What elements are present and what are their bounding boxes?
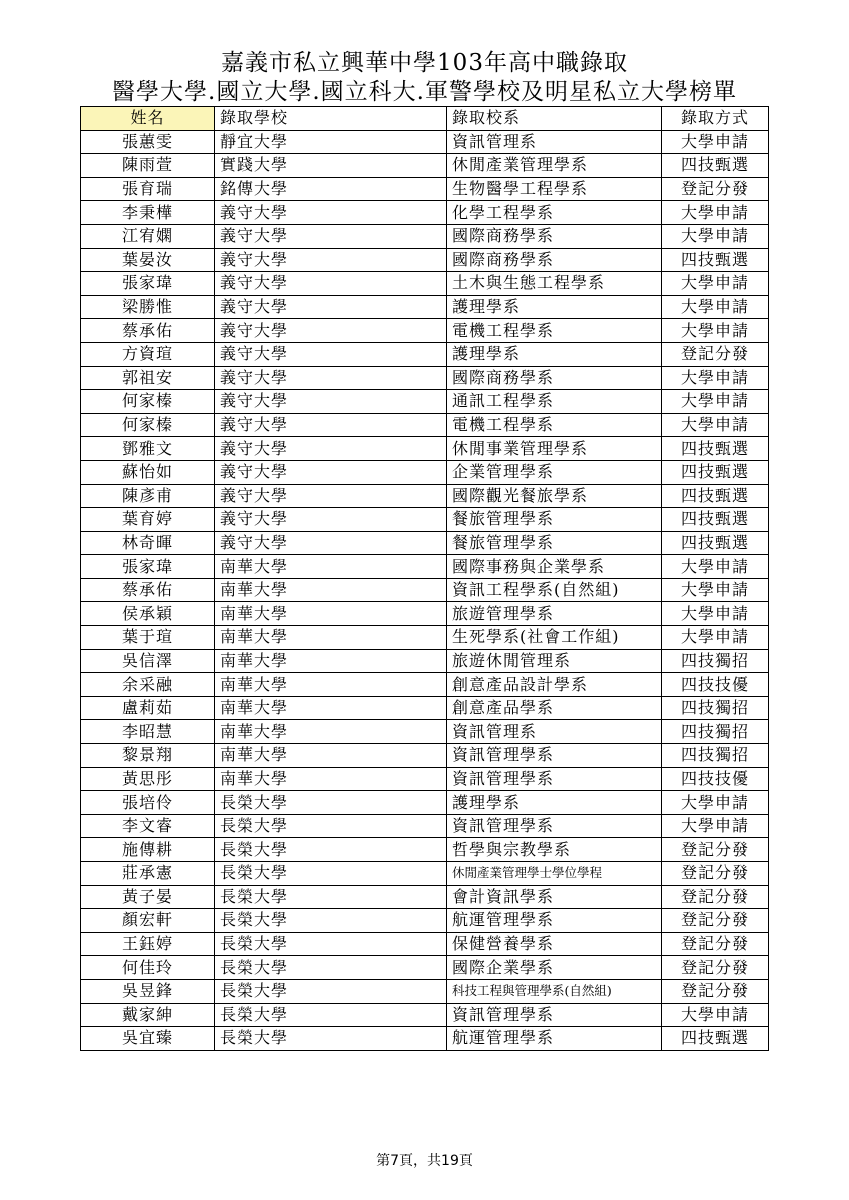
name-cell: 侯承穎: [81, 602, 215, 626]
table-row: [81, 979, 769, 1003]
table-row: [81, 390, 769, 414]
school-cell: 義守大學: [215, 508, 447, 532]
document-title: 嘉義市私立興華中學103年高中職錄取: [221, 50, 628, 76]
table-row: [81, 248, 769, 272]
dept-cell: 資訊管理系: [447, 130, 662, 154]
method-cell: 四技甄選: [662, 484, 769, 508]
method-cell: 大學申請: [662, 555, 769, 579]
table-header-row: [81, 107, 769, 131]
method-cell: 四技獨招: [662, 744, 769, 768]
name-cell: 余采融: [81, 673, 215, 697]
table-row: [81, 342, 769, 366]
dept-cell: 土木與生態工程學系: [447, 272, 662, 296]
school-cell: 義守大學: [215, 224, 447, 248]
table-row: [81, 578, 769, 602]
name-cell: 施傳耕: [81, 838, 215, 862]
table-row: [81, 555, 769, 579]
school-cell: 實踐大學: [215, 154, 447, 178]
dept-cell: 電機工程學系: [447, 413, 662, 437]
table-row: [81, 673, 769, 697]
school-cell: 靜宜大學: [215, 130, 447, 154]
school-cell: 義守大學: [215, 390, 447, 414]
method-cell: 四技獨招: [662, 696, 769, 720]
method-cell: 大學申請: [662, 602, 769, 626]
dept-cell: 生死學系(社會工作組): [447, 626, 662, 650]
table-row: [81, 649, 769, 673]
method-cell: 大學申請: [662, 413, 769, 437]
header-method: 錄取方式: [662, 107, 769, 131]
name-cell: 盧莉茹: [81, 696, 215, 720]
school-cell: 義守大學: [215, 484, 447, 508]
table-row: [81, 956, 769, 980]
name-cell: 張培伶: [81, 791, 215, 815]
table-row: [81, 319, 769, 343]
school-cell: 義守大學: [215, 437, 447, 461]
dept-cell: 企業管理學系: [447, 460, 662, 484]
method-cell: 登記分發: [662, 177, 769, 201]
school-cell: 長榮大學: [215, 862, 447, 886]
name-cell: 葉育婷: [81, 508, 215, 532]
table-row: [81, 626, 769, 650]
name-cell: 李昭慧: [81, 720, 215, 744]
table-row: [81, 484, 769, 508]
table-row: [81, 295, 769, 319]
name-cell: 蔡承佑: [81, 319, 215, 343]
table-row: [81, 838, 769, 862]
name-cell: 郭祖安: [81, 366, 215, 390]
dept-cell: 資訊工程學系(自然組): [447, 578, 662, 602]
name-cell: 葉于瑄: [81, 626, 215, 650]
dept-cell: 護理學系: [447, 791, 662, 815]
dept-cell: 護理學系: [447, 295, 662, 319]
name-cell: 黃子晏: [81, 885, 215, 909]
method-cell: 大學申請: [662, 814, 769, 838]
name-cell: 梁勝惟: [81, 295, 215, 319]
method-cell: 大學申請: [662, 130, 769, 154]
name-cell: 方資瑄: [81, 342, 215, 366]
dept-cell: 化學工程學系: [447, 201, 662, 225]
table-row: [81, 696, 769, 720]
school-cell: 南華大學: [215, 673, 447, 697]
dept-cell: 保健營養學系: [447, 932, 662, 956]
table-row: [81, 909, 769, 933]
dept-cell: 通訊工程學系: [447, 390, 662, 414]
dept-cell: 創意產品設計學系: [447, 673, 662, 697]
name-cell: 黃思彤: [81, 767, 215, 791]
name-cell: 王鈺婷: [81, 932, 215, 956]
table-row: [81, 602, 769, 626]
method-cell: 四技甄選: [662, 508, 769, 532]
dept-cell: 國際商務學系: [447, 224, 662, 248]
method-cell: 登記分發: [662, 909, 769, 933]
table-row: [81, 154, 769, 178]
dept-cell: 資訊管理系: [447, 720, 662, 744]
name-cell: 張家瑋: [81, 272, 215, 296]
dept-cell: 護理學系: [447, 342, 662, 366]
name-cell: 張蕙雯: [81, 130, 215, 154]
method-cell: 登記分發: [662, 342, 769, 366]
school-cell: 義守大學: [215, 319, 447, 343]
method-cell: 大學申請: [662, 390, 769, 414]
dept-cell: 旅遊管理學系: [447, 602, 662, 626]
name-cell: 葉晏汝: [81, 248, 215, 272]
dept-cell: 生物醫學工程學系: [447, 177, 662, 201]
dept-cell: 休閒產業管理學士學位學程: [447, 862, 662, 886]
dept-cell: 航運管理學系: [447, 1027, 662, 1051]
method-cell: 四技甄選: [662, 248, 769, 272]
name-cell: 林奇暉: [81, 531, 215, 555]
school-cell: 長榮大學: [215, 932, 447, 956]
dept-cell: 資訊管理學系: [447, 814, 662, 838]
method-cell: 四技甄選: [662, 531, 769, 555]
table-row: [81, 885, 769, 909]
table-row: [81, 508, 769, 532]
method-cell: 四技甄選: [662, 1027, 769, 1051]
table-row: [81, 1003, 769, 1027]
dept-cell: 國際企業學系: [447, 956, 662, 980]
method-cell: 大學申請: [662, 578, 769, 602]
dept-cell: 休閒產業管理學系: [447, 154, 662, 178]
dept-cell: 國際商務學系: [447, 248, 662, 272]
name-cell: 顏宏軒: [81, 909, 215, 933]
table-row: [81, 272, 769, 296]
method-cell: 大學申請: [662, 319, 769, 343]
dept-cell: 資訊管理學系: [447, 767, 662, 791]
school-cell: 南華大學: [215, 767, 447, 791]
school-cell: 長榮大學: [215, 814, 447, 838]
name-cell: 吳昱鋒: [81, 979, 215, 1003]
dept-cell: 航運管理學系: [447, 909, 662, 933]
school-cell: 南華大學: [215, 626, 447, 650]
table-row: [81, 862, 769, 886]
name-cell: 黎景翔: [81, 744, 215, 768]
method-cell: 登記分發: [662, 956, 769, 980]
method-cell: 登記分發: [662, 862, 769, 886]
table-row: [81, 814, 769, 838]
name-cell: 何家榛: [81, 390, 215, 414]
table-row: [81, 767, 769, 791]
school-cell: 南華大學: [215, 720, 447, 744]
dept-cell: 科技工程與管理學系(自然組): [447, 979, 662, 1003]
name-cell: 何佳玲: [81, 956, 215, 980]
dept-cell: 餐旅管理學系: [447, 531, 662, 555]
method-cell: 四技甄選: [662, 460, 769, 484]
name-cell: 李秉樺: [81, 201, 215, 225]
school-cell: 南華大學: [215, 602, 447, 626]
method-cell: 大學申請: [662, 272, 769, 296]
method-cell: 四技甄選: [662, 437, 769, 461]
method-cell: 登記分發: [662, 838, 769, 862]
school-cell: 義守大學: [215, 460, 447, 484]
table-row: [81, 437, 769, 461]
dept-cell: 資訊管理學系: [447, 744, 662, 768]
name-cell: 張育瑞: [81, 177, 215, 201]
method-cell: 大學申請: [662, 295, 769, 319]
name-cell: 李文睿: [81, 814, 215, 838]
method-cell: 大學申請: [662, 201, 769, 225]
school-cell: 南華大學: [215, 578, 447, 602]
school-cell: 南華大學: [215, 696, 447, 720]
school-cell: 義守大學: [215, 531, 447, 555]
dept-cell: 哲學與宗教學系: [447, 838, 662, 862]
method-cell: 登記分發: [662, 932, 769, 956]
table-row: [81, 720, 769, 744]
table-row: [81, 932, 769, 956]
name-cell: 陳雨萱: [81, 154, 215, 178]
name-cell: 何家榛: [81, 413, 215, 437]
header-school: 錄取學校: [215, 107, 447, 131]
dept-cell: 國際事務與企業學系: [447, 555, 662, 579]
name-cell: 陳彥甫: [81, 484, 215, 508]
method-cell: 大學申請: [662, 224, 769, 248]
school-cell: 義守大學: [215, 272, 447, 296]
school-cell: 長榮大學: [215, 885, 447, 909]
school-cell: 義守大學: [215, 413, 447, 437]
name-cell: 戴家紳: [81, 1003, 215, 1027]
school-cell: 銘傳大學: [215, 177, 447, 201]
method-cell: 四技獨招: [662, 720, 769, 744]
dept-cell: 餐旅管理學系: [447, 508, 662, 532]
dept-cell: 會計資訊學系: [447, 885, 662, 909]
name-cell: 江宥嫻: [81, 224, 215, 248]
school-cell: 長榮大學: [215, 1003, 447, 1027]
school-cell: 南華大學: [215, 555, 447, 579]
method-cell: 大學申請: [662, 1003, 769, 1027]
school-cell: 長榮大學: [215, 909, 447, 933]
name-cell: 吳信澤: [81, 649, 215, 673]
school-cell: 長榮大學: [215, 1027, 447, 1051]
dept-cell: 創意產品學系: [447, 696, 662, 720]
school-cell: 義守大學: [215, 342, 447, 366]
method-cell: 大學申請: [662, 366, 769, 390]
name-cell: 吳宜臻: [81, 1027, 215, 1051]
dept-cell: 國際商務學系: [447, 366, 662, 390]
school-cell: 義守大學: [215, 248, 447, 272]
header-dept: 錄取校系: [447, 107, 662, 131]
school-cell: 長榮大學: [215, 979, 447, 1003]
school-cell: 長榮大學: [215, 838, 447, 862]
name-cell: 蔡承佑: [81, 578, 215, 602]
name-cell: 蘇怡如: [81, 460, 215, 484]
school-cell: 義守大學: [215, 366, 447, 390]
name-cell: 莊承憲: [81, 862, 215, 886]
method-cell: 四技甄選: [662, 154, 769, 178]
table-row: [81, 413, 769, 437]
dept-cell: 國際觀光餐旅學系: [447, 484, 662, 508]
method-cell: 大學申請: [662, 626, 769, 650]
table-row: [81, 224, 769, 248]
document-subtitle: 醫學大學.國立大學.國立科大.軍警學校及明星私立大學榜單: [112, 79, 737, 105]
table-row: [81, 460, 769, 484]
table-row: [81, 130, 769, 154]
school-cell: 義守大學: [215, 295, 447, 319]
header-name: 姓名: [81, 107, 215, 131]
method-cell: 四技獨招: [662, 649, 769, 673]
name-cell: 張家瑋: [81, 555, 215, 579]
table-row: [81, 791, 769, 815]
table-row: [81, 744, 769, 768]
method-cell: 大學申請: [662, 791, 769, 815]
school-cell: 長榮大學: [215, 956, 447, 980]
table-row: [81, 201, 769, 225]
school-cell: 南華大學: [215, 744, 447, 768]
dept-cell: 旅遊休閒管理系: [447, 649, 662, 673]
dept-cell: 電機工程學系: [447, 319, 662, 343]
method-cell: 登記分發: [662, 979, 769, 1003]
table-row: [81, 177, 769, 201]
school-cell: 南華大學: [215, 649, 447, 673]
page-footer: 第7頁，共19頁: [376, 1153, 473, 1169]
table-row: [81, 531, 769, 555]
dept-cell: 資訊管理學系: [447, 1003, 662, 1027]
method-cell: 四技技優: [662, 767, 769, 791]
method-cell: 登記分發: [662, 885, 769, 909]
table-row: [81, 1027, 769, 1051]
table-row: [81, 366, 769, 390]
school-cell: 義守大學: [215, 201, 447, 225]
dept-cell: 休閒事業管理學系: [447, 437, 662, 461]
admission-table: [80, 106, 769, 1051]
name-cell: 鄧雅文: [81, 437, 215, 461]
school-cell: 長榮大學: [215, 791, 447, 815]
method-cell: 四技技優: [662, 673, 769, 697]
